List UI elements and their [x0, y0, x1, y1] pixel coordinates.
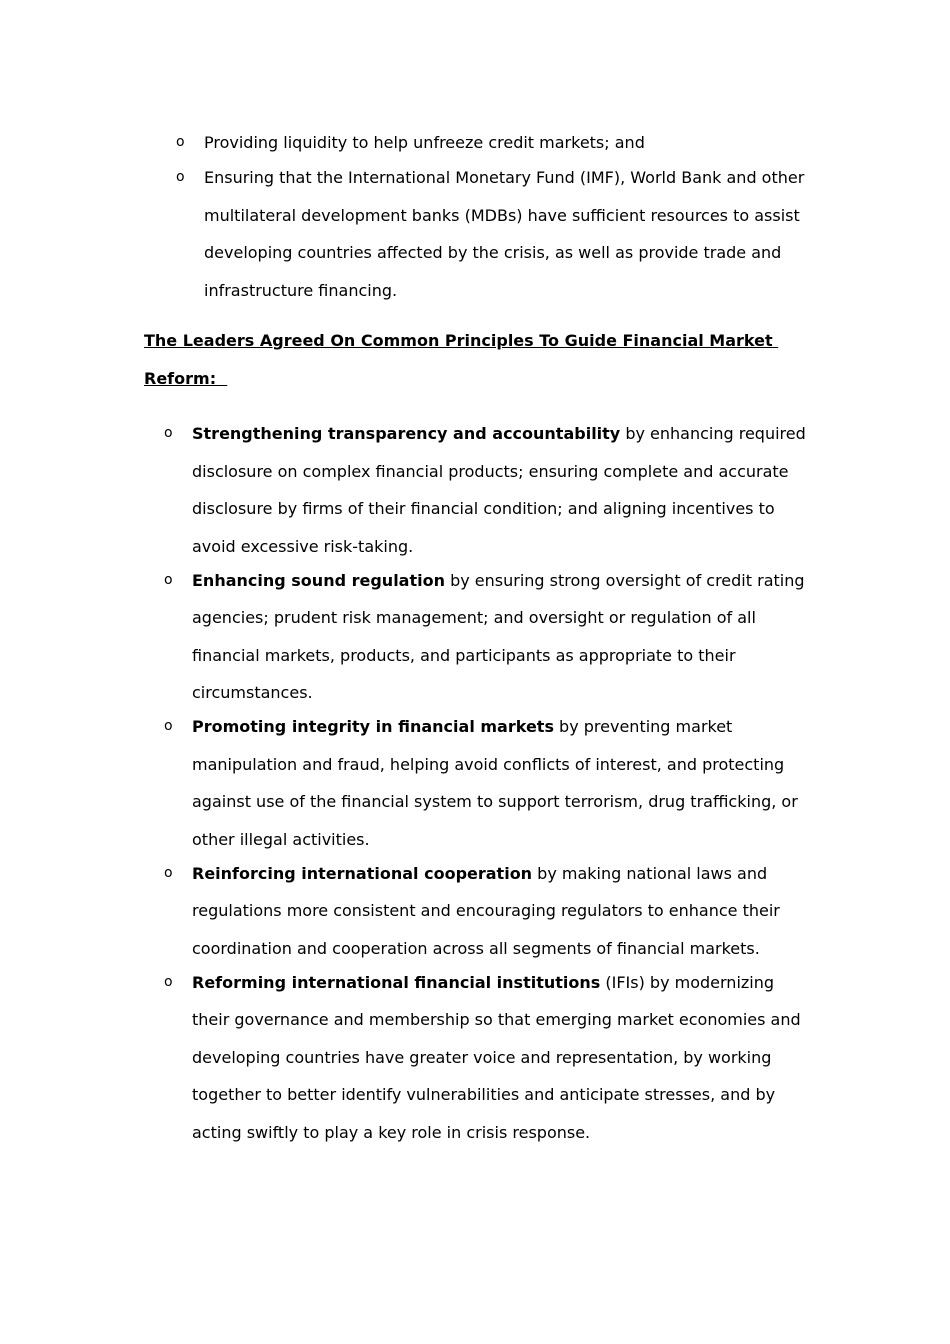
section-heading: The Leaders Agreed On Common Principles To Guide Financial Market Reform: — [144, 331, 779, 388]
bullet-marker: o — [164, 718, 173, 734]
principle-item — [164, 708, 814, 858]
bullet-marker: o — [164, 973, 173, 990]
bullet-marker: o — [164, 425, 173, 441]
top-bullet-list — [176, 124, 816, 307]
bullet-marker: o — [164, 571, 173, 588]
bullet-marker: o — [164, 864, 173, 881]
principle-text: by ensuring strong oversight of credit rating agencies; prudent risk management; and oversight or regulation of all financial markets, products, and participants as appropriate to their circumstances. — [192, 570, 805, 702]
list-item — [176, 124, 816, 162]
bullet-marker: o — [176, 134, 185, 150]
principle-text: by enhancing required disclosure on complex financial products; ensuring complete and accurate disclosure by firms of their financial condition; and aligning incentives to avoid excessive risk-taking. — [192, 424, 806, 556]
principle-lead: Promoting integrity in financial markets — [192, 717, 554, 736]
principle-text: by making national laws and regulations more consistent and encouraging regulators to enhance their coordination and cooperation across all segments of financial markets. — [192, 863, 780, 958]
principle-item — [164, 964, 814, 1152]
principle-lead: Reinforcing international cooperation — [192, 863, 533, 883]
bullet-marker: o — [176, 169, 185, 185]
principle-item — [164, 415, 814, 565]
principle-item — [164, 562, 814, 712]
principle-item — [164, 855, 814, 968]
principle-lead: Reforming international financial institutions — [192, 972, 601, 992]
list-item — [176, 159, 816, 309]
principle-lead: Strengthening transparency and accountability — [192, 424, 621, 443]
principles-list — [164, 415, 814, 1148]
principle-lead: Enhancing sound regulation — [192, 570, 445, 590]
principle-text: by preventing market manipulation and fraud, helping avoid conflicts of interest, and protecting against use of the financial system to support terrorism, drug trafficking, or other illegal activities. — [192, 717, 798, 849]
list-item-text: Providing liquidity to help unfreeze credit markets; and — [204, 133, 645, 152]
principle-text: (IFIs) by modernizing their governance and membership so that emerging market economies and developing countries have greater voice and representation, by working together to better identify vulnerabilities and anticipate stresses, and by acting swiftly to play a key role in crisis response. — [192, 972, 801, 1142]
list-item-text: Ensuring that the International Monetary Fund (IMF), World Bank and other multilateral development banks (MDBs) have sufficient resources to assist developing countries affected by the crisis, as well as provide trade and infrastructure financing. — [204, 168, 805, 300]
